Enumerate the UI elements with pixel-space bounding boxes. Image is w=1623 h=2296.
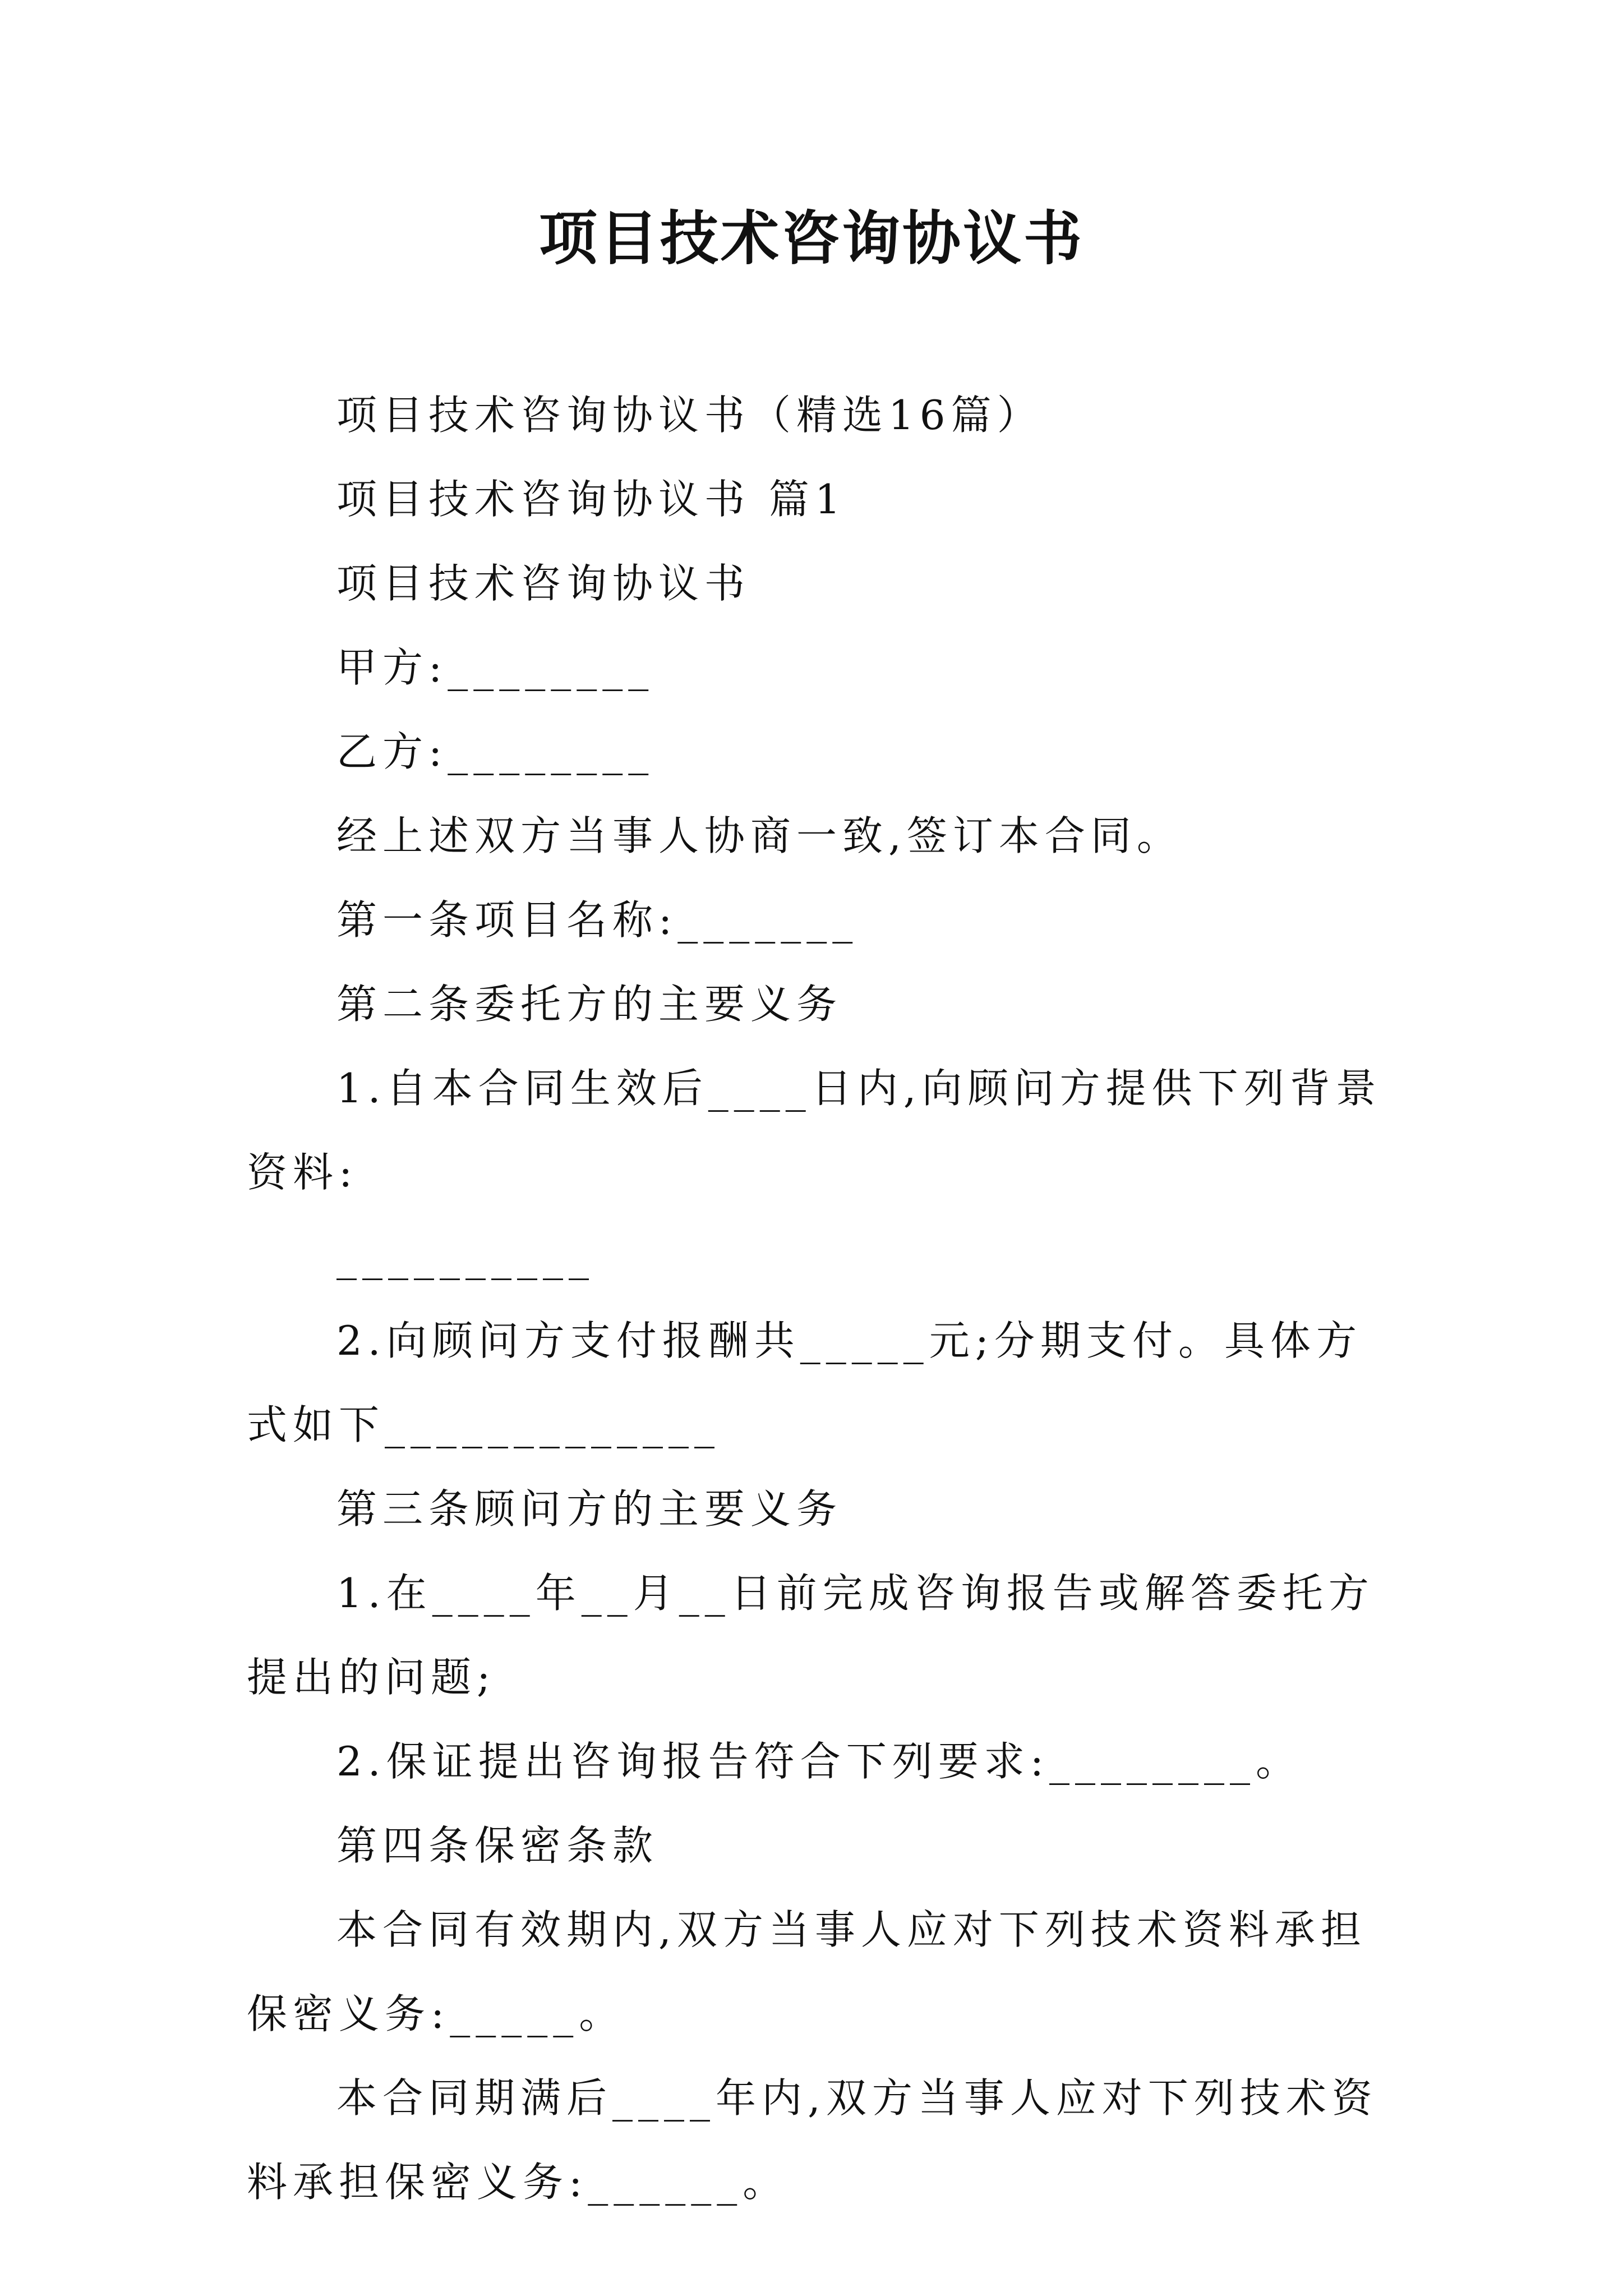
paragraph-article-3-item-1: 1.在____年__月__日前完成咨询报告或解答委托方提出的问题; — [247, 1570, 1375, 1701]
paragraph-subtitle: 项目技术咨询协议书（精选16篇） — [336, 392, 1043, 439]
paragraph-article-2-item-1: 1.自本合同生效后____日内,向顾问方提供下列背景资料: — [247, 1065, 1382, 1196]
document-body — [247, 373, 1391, 2224]
paragraph-article-1: 第一条项目名称:_______ — [336, 896, 859, 944]
paragraph-article-2-heading: 第二条委托方的主要义务 — [336, 981, 843, 1028]
paragraph-confidentiality-term: 本合同有效期内,双方当事人应对下列技术资料承担保密义务:_____。 — [247, 1906, 1367, 2037]
paragraph-preamble: 经上述双方当事人协商一致,签订本合同。 — [336, 812, 1183, 859]
paragraph-section-heading: 项目技术咨询协议书 篇1 — [336, 476, 846, 523]
paragraph-article-3-item-2: 2.保证提出咨询报告符合下列要求:________。 — [336, 1738, 1302, 1785]
paragraph-blank-background: __________ — [336, 1233, 594, 1280]
paragraph-article-2-item-2: 2.向顾问方支付报酬共_____元;分期支付。具体方式如下_____________ — [247, 1317, 1362, 1448]
paragraph-party-a: 甲方:________ — [336, 644, 654, 691]
paragraph-party-b: 乙方:________ — [336, 728, 654, 775]
paragraph-agreement-name: 项目技术咨询协议书 — [336, 560, 751, 607]
paragraph-article-4-heading: 第四条保密条款 — [336, 1822, 659, 1869]
document-title: 项目技术咨询协议书 — [538, 204, 1084, 273]
paragraph-confidentiality-after-term: 本合同期满后____年内,双方当事人应对下列技术资料承担保密义务:______。 — [247, 2074, 1378, 2206]
paragraph-article-3-heading: 第三条顾问方的主要义务 — [336, 1485, 843, 1533]
